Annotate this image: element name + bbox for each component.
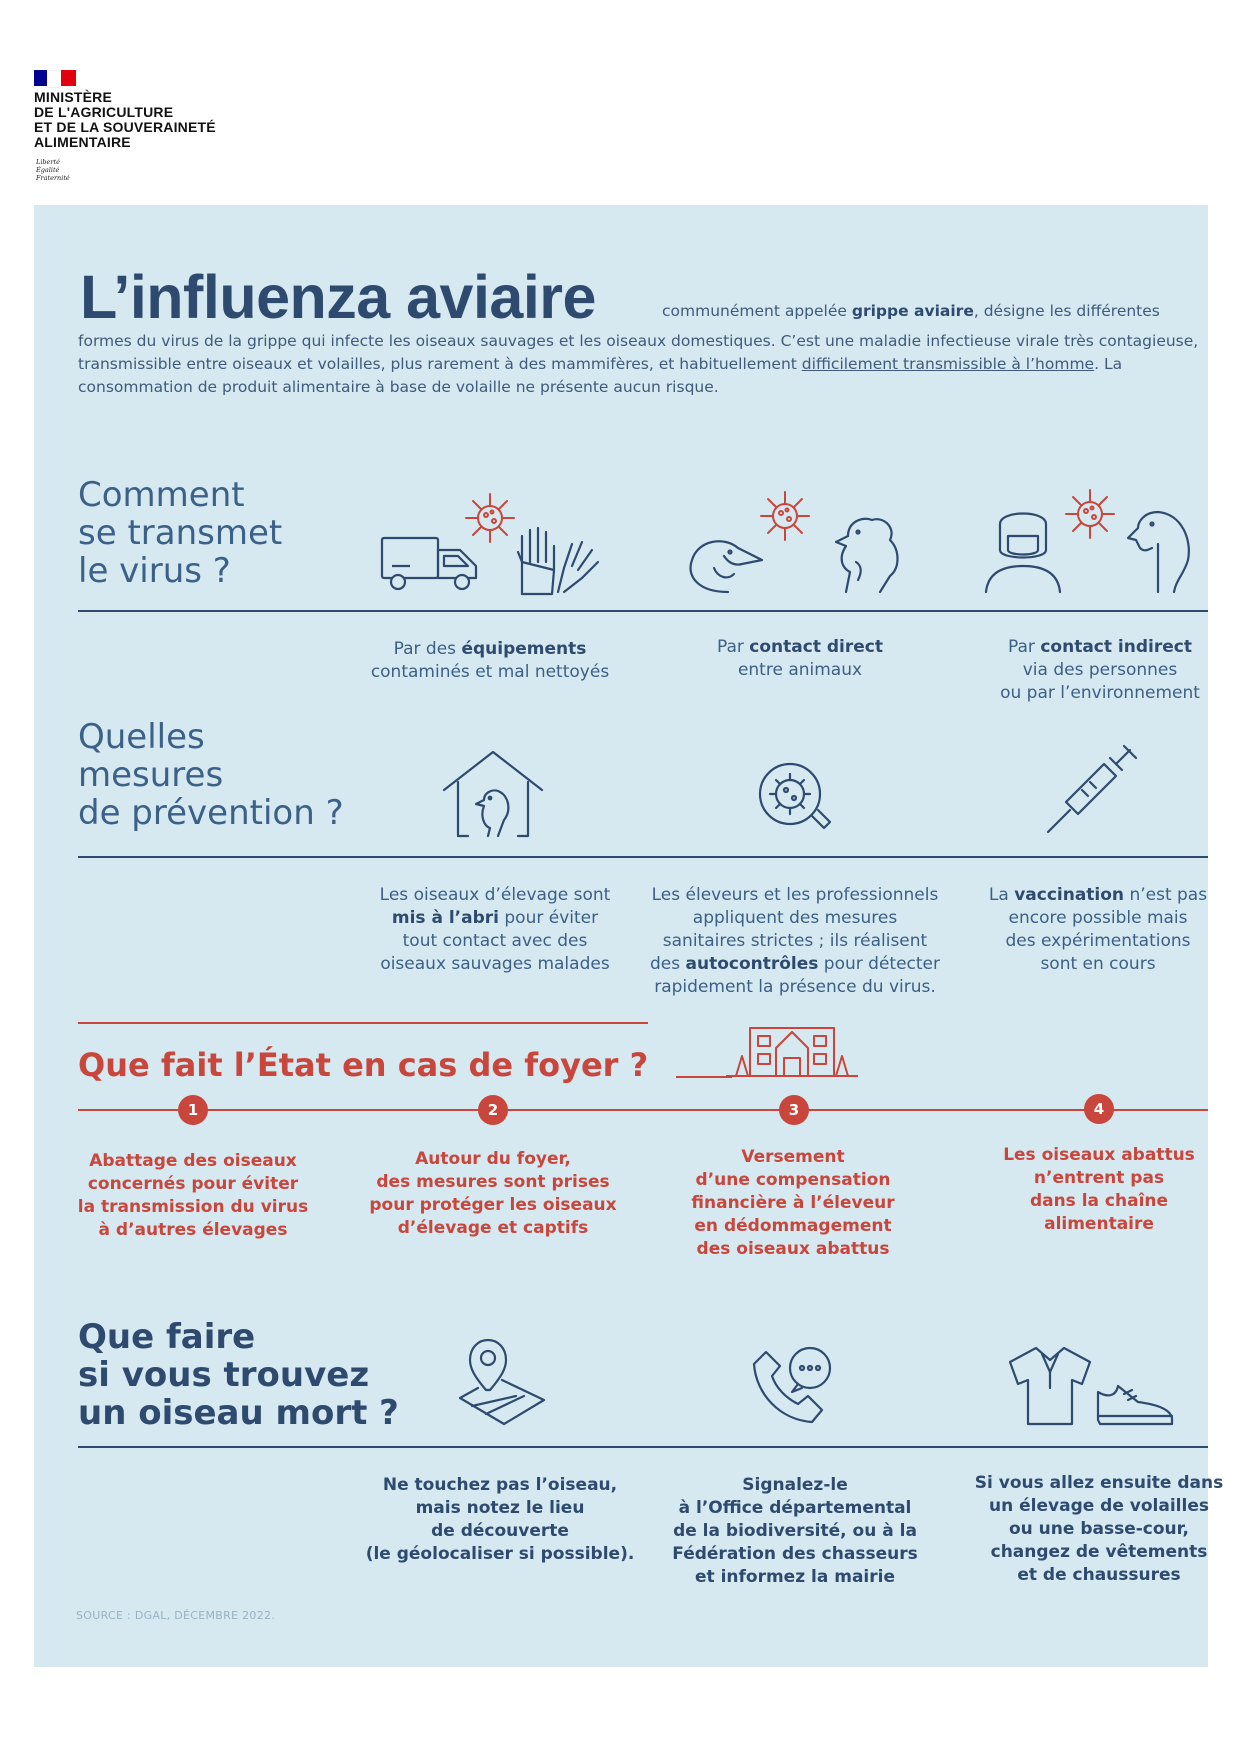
syringe-icon (1044, 744, 1140, 834)
step-1-text: Abattage des oiseaux concernés pour éviter la transmission du virus à d’autres élevages (77, 1151, 309, 1240)
source-note: SOURCE : DGAL, DÉCEMBRE 2022. (76, 1609, 276, 1622)
step-4-text: Les oiseaux abattus n’entrent pas dans la chaîne alimentaire (1003, 1145, 1195, 1234)
transmission-title: Comment se transmet le virus ? (78, 475, 283, 591)
phone-chat-icon (750, 1346, 842, 1430)
state-title: Que fait l’État en cas de foyer ? (78, 1046, 649, 1084)
poultry-house-icon (440, 748, 546, 840)
transmission-caption-indirect: Par contact indirect via des personnes ou par l’environnement (1000, 637, 1200, 703)
step-4-badge: 4 (1084, 1094, 1114, 1124)
prevention-caption-controls: Les éleveurs et les professionnels appliquent des mesures sanitaires strictes ; ils réalisent des autocontrôles pour détecter rapidement la présence du virus. (649, 885, 941, 997)
step-3-text: Versement d’une compensation financière à l’éleveur en dédommagement des oiseaux abattus (691, 1147, 895, 1259)
section-divider (78, 610, 1208, 612)
virus-icon (462, 490, 518, 546)
ministry-name: MINISTÈRE DE L'AGRICULTURE ET DE LA SOUVERAINETÉ ALIMENTAIRE (34, 89, 216, 150)
republic-motto: Liberté Égalité Fraternité (36, 158, 70, 182)
section-divider (78, 856, 1208, 858)
chicken-icon (818, 506, 904, 594)
dead-bird-step-dont-touch: Ne touchez pas l’oiseau, mais notez le lieu de découverte (le géolocaliser si possible). (365, 1475, 635, 1564)
dead-bird-step-change-clothes: Si vous allez ensuite dans un élevage de volailles ou une basse-cour, changez de vêtements et de chaussures (974, 1473, 1224, 1585)
shoe-icon (1094, 1380, 1176, 1428)
person-icon (1118, 504, 1206, 594)
republique-flag-logo (34, 70, 76, 86)
section-divider (78, 1446, 1208, 1448)
intro-paragraph: formes du virus de la grippe qui infecte les oiseaux sauvages et les oiseaux domestiques. C’est une maladie infectieuse virale très contagieuse, transmissible entre oiseaux et volailles, plus rarement à des mammifères, et habituellement difficilement transmissible à l’homme. La consommation de produit alimentaire à base de volaille ne présente aucun risque. (78, 332, 1199, 396)
state-top-rule (78, 1022, 648, 1024)
shirt-icon (1006, 1344, 1094, 1426)
dead-bird-step-report: Signalez-le à l’Office départemental de la biodiversité, ou à la Fédération des chasseurs et informez la mairie (672, 1475, 918, 1587)
step-2-text: Autour du foyer, des mesures sont prises pour protéger les oiseaux d’élevage et captifs (369, 1149, 617, 1238)
masked-person-icon (980, 502, 1066, 594)
dead-bird-title: Que faire si vous trouvez un oiseau mort ? (78, 1317, 399, 1433)
virus-icon (1062, 486, 1118, 542)
transmission-caption-direct: Par contact direct entre animaux (716, 637, 883, 680)
step-1-badge: 1 (178, 1095, 208, 1125)
page-title: L’influenza aviaire (80, 263, 596, 331)
transmission-caption-equipment: Par des équipements contaminés et mal nettoyés (370, 639, 610, 682)
magnifier-virus-icon (752, 760, 846, 840)
intro-first-line: communément appelée grippe aviaire, désigne les différentes (662, 302, 1160, 320)
virus-icon (757, 488, 813, 544)
state-title-underline (676, 1076, 732, 1078)
prevention-caption-vaccination: La vaccination n’est pas encore possible mais des expérimentations sont en cours (988, 885, 1208, 974)
prevention-caption-shelter: Les oiseaux d’élevage sont mis à l’abri pour éviter tout contact avec des oiseaux sauvages malades (379, 885, 611, 974)
step-2-badge: 2 (478, 1095, 508, 1125)
map-pin-icon (456, 1336, 548, 1428)
step-3-badge: 3 (779, 1095, 809, 1125)
gloves-icon (512, 522, 604, 598)
state-timeline (78, 1109, 1208, 1111)
farm-building-icon (726, 1016, 858, 1078)
prevention-title: Quelles mesures de prévention ? (78, 717, 344, 833)
